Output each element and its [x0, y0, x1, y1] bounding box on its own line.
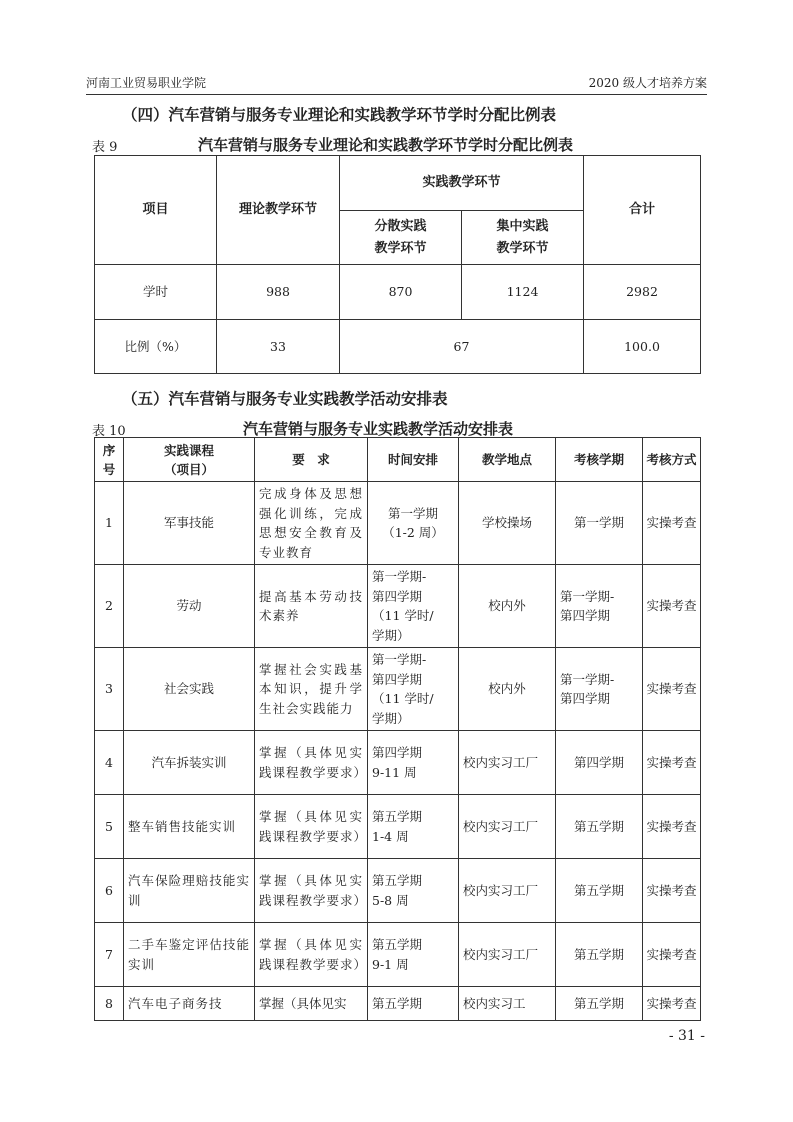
row-term: 第五学期 — [556, 923, 643, 987]
row-course: 汽车拆装实训 — [124, 731, 255, 795]
row-course: 整车销售技能实训 — [124, 795, 255, 859]
table-row — [95, 795, 701, 859]
centralized-hours: 1124 — [462, 265, 584, 320]
section-5-title: （五）汽车营销与服务专业实践教学活动安排表 — [122, 390, 448, 408]
row-requirement: 掌握（具体见实践课程教学要求） — [255, 731, 368, 795]
row-course: 社会实践 — [124, 648, 255, 731]
table-row — [95, 923, 701, 987]
table-row — [95, 859, 701, 923]
header-requirement: 要 求 — [255, 438, 368, 482]
row-term: 第五学期 — [556, 795, 643, 859]
row-requirement: 掌握（具体见实 — [255, 987, 368, 1021]
header-item: 项目 — [95, 156, 217, 265]
header-doc-title: 2020 级人才培养方案 — [588, 76, 707, 90]
row-place: 校内实习工 — [459, 987, 556, 1021]
row-term: 第五学期 — [556, 859, 643, 923]
header-no: 序 号 — [95, 438, 124, 482]
row-place: 校内外 — [459, 565, 556, 648]
table-row — [95, 265, 701, 320]
practice-ratio: 67 — [340, 320, 584, 374]
row-no: 7 — [95, 923, 124, 987]
row-method: 实操考查 — [643, 648, 701, 731]
row-term: 第一学期- 第四学期 — [556, 648, 643, 731]
row-time: 第五学期 1-4 周 — [368, 795, 459, 859]
table-row — [95, 565, 701, 648]
row-term: 第一学期 — [556, 482, 643, 565]
table-10-number: 表 10 — [92, 424, 126, 439]
row-requirement: 提高基本劳动技术素养 — [255, 565, 368, 648]
row-term: 第四学期 — [556, 731, 643, 795]
header-rule — [86, 94, 707, 95]
row-label: 学时 — [95, 265, 217, 320]
page-number: - 31 - — [668, 1028, 705, 1044]
row-no: 6 — [95, 859, 124, 923]
row-course: 二手车鉴定评估技能实训 — [124, 923, 255, 987]
header-total: 合计 — [584, 156, 701, 265]
row-time: 第五学期 9-1 周 — [368, 923, 459, 987]
row-course: 劳动 — [124, 565, 255, 648]
row-requirement: 掌握（具体见实践课程教学要求） — [255, 859, 368, 923]
table-row — [95, 987, 701, 1021]
row-course: 军事技能 — [124, 482, 255, 565]
dispersed-hours: 870 — [340, 265, 462, 320]
row-method: 实操考查 — [643, 987, 701, 1021]
row-place: 校内实习工厂 — [459, 795, 556, 859]
row-course: 汽车电子商务技 — [124, 987, 255, 1021]
row-course: 汽车保险理赔技能实训 — [124, 859, 255, 923]
row-no: 8 — [95, 987, 124, 1021]
header-centralized: 集中实践 教学环节 — [462, 211, 584, 265]
row-no: 5 — [95, 795, 124, 859]
header-method: 考核方式 — [643, 438, 701, 482]
table-10 — [94, 437, 701, 1021]
table-row — [95, 648, 701, 731]
row-no: 2 — [95, 565, 124, 648]
row-time: 第一学期 （1-2 周） — [368, 482, 459, 565]
row-no: 3 — [95, 648, 124, 731]
row-requirement: 掌握（具体见实践课程教学要求） — [255, 795, 368, 859]
total-hours: 2982 — [584, 265, 701, 320]
row-time: 第一学期- 第四学期 （11 学时/ 学期） — [368, 565, 459, 648]
row-term: 第一学期- 第四学期 — [556, 565, 643, 648]
row-place: 校内实习工厂 — [459, 923, 556, 987]
row-method: 实操考查 — [643, 731, 701, 795]
header-time: 时间安排 — [368, 438, 459, 482]
header-dispersed: 分散实践 教学环节 — [340, 211, 462, 265]
row-time: 第四学期 9-11 周 — [368, 731, 459, 795]
row-label: 比例（%） — [95, 320, 217, 374]
theory-hours: 988 — [217, 265, 340, 320]
table-row — [95, 731, 701, 795]
row-method: 实操考查 — [643, 795, 701, 859]
row-method: 实操考查 — [643, 923, 701, 987]
table-9 — [94, 155, 701, 374]
header-practice: 实践教学环节 — [340, 156, 584, 211]
table-10-caption: 汽车营销与服务专业实践教学活动安排表 — [243, 420, 514, 438]
section-4-title: （四）汽车营销与服务专业理论和实践教学环节学时分配比例表 — [122, 106, 557, 124]
row-no: 1 — [95, 482, 124, 565]
row-no: 4 — [95, 731, 124, 795]
header-term: 考核学期 — [556, 438, 643, 482]
row-method: 实操考查 — [643, 482, 701, 565]
row-method: 实操考查 — [643, 859, 701, 923]
header-place: 教学地点 — [459, 438, 556, 482]
row-place: 校内实习工厂 — [459, 731, 556, 795]
row-place: 校内实习工厂 — [459, 859, 556, 923]
row-method: 实操考查 — [643, 565, 701, 648]
row-place: 学校操场 — [459, 482, 556, 565]
row-requirement: 掌握（具体见实践课程教学要求） — [255, 923, 368, 987]
row-place: 校内外 — [459, 648, 556, 731]
table-row — [95, 482, 701, 565]
row-time: 第五学期 — [368, 987, 459, 1021]
theory-ratio: 33 — [217, 320, 340, 374]
header-course: 实践课程 （项目） — [124, 438, 255, 482]
header-theory: 理论教学环节 — [217, 156, 340, 265]
row-requirement: 掌握社会实践基本知识，提升学生社会实践能力 — [255, 648, 368, 731]
table-row — [95, 320, 701, 374]
row-time: 第一学期- 第四学期 （11 学时/ 学期） — [368, 648, 459, 731]
row-time: 第五学期 5-8 周 — [368, 859, 459, 923]
row-requirement: 完成身体及思想强化训练，完成思想安全教育及专业教育 — [255, 482, 368, 565]
table-9-number: 表 9 — [92, 140, 118, 155]
total-ratio: 100.0 — [584, 320, 701, 374]
row-term: 第五学期 — [556, 987, 643, 1021]
table-9-caption: 汽车营销与服务专业理论和实践教学环节学时分配比例表 — [198, 136, 574, 154]
header-school: 河南工业贸易职业学院 — [86, 76, 207, 90]
